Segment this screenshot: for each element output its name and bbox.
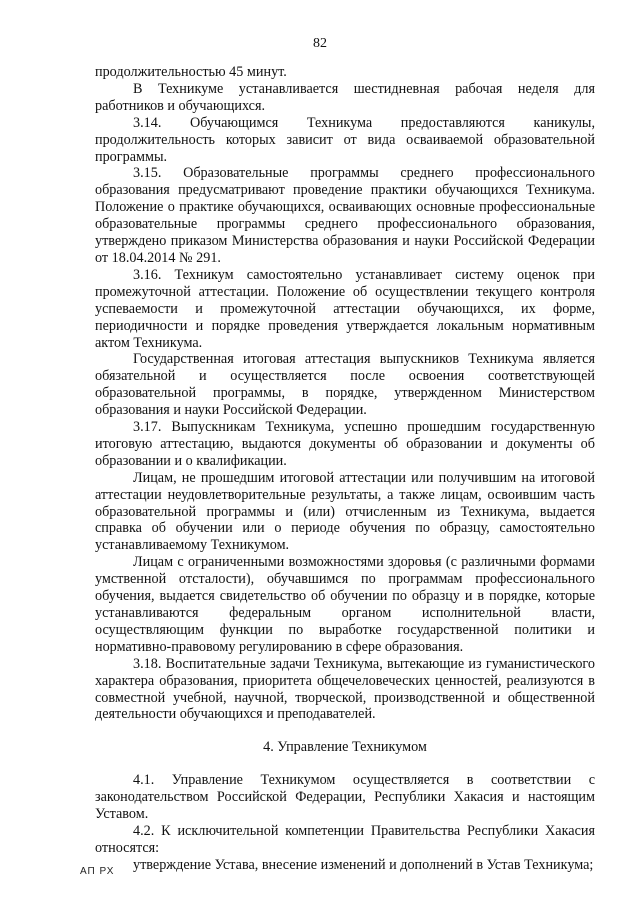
- footer-mark: АП РХ: [80, 866, 115, 877]
- paragraph: продолжительностью 45 минут.: [95, 64, 287, 80]
- page-number: 82: [313, 36, 327, 51]
- paragraph: 4.1. Управление Техникумом осуществляется в соответствии с законодательством Российской Федерации, Республики Хакасия и настоящим Уставом.: [95, 772, 595, 823]
- section-heading: 4. Управление Техникумом: [263, 739, 427, 756]
- paragraph: 4.2. К исключительной компетенции Правительства Республики Хакасия относятся:: [95, 822, 595, 856]
- paragraph: 3.17. Выпускникам Техникума, успешно прошедшим государственную итоговую аттестацию, выдаются документы об образовании и документы об образовании и о квалификации.: [95, 419, 595, 469]
- paragraph: Лицам, не прошедшим итоговой аттестации или получившим на итоговой аттестации неудовлетворительные результаты, а также лицам, освоившим часть образовательной программы и (или) отчисленным из Техникума, выдается справка об обучении или о периоде обучения по образцу, самостоятельно устанавливаемому Техникумом.: [95, 469, 595, 554]
- paragraph: Лицам с ограниченными возможностями здоровья (с различными формами умственной отсталости), обучавшимся по программам профессионального обучения, выдается свидетельство об обучении по образцу и в порядке, которые устанавливаются федеральным органом исполнительной власти, осуществляющим функции по выработке государственной политики и нормативно-правовому регулированию в сфере образования.: [95, 554, 595, 655]
- paragraph: В Техникуме устанавливается шестидневная рабочая неделя для работников и обучающихся.: [95, 80, 595, 114]
- paragraph: Государственная итоговая аттестация выпускников Техникума является обязательной и осуществляется после освоения соответствующей образовательной программы, в порядке, утвержденном Министерством образования и науки Российской Федерации.: [95, 351, 595, 419]
- paragraph: утверждение Устава, внесение изменений и дополнений в Устав Техникума;: [133, 856, 594, 873]
- paragraph: 3.16. Техникум самостоятельно устанавливает систему оценок при промежуточной аттестации. Положение об осуществлении текущего контроля успеваемости и промежуточной аттестации обучающихся, их форме, периодичности и порядке проведения утверждается локальным нормативным актом Техникума.: [95, 266, 595, 351]
- paragraph: 3.15. Образовательные программы среднего профессионального образования предусматривают проведение практики обучающихся Техникума. Положение о практике обучающихся, осваивающих основные профессиональные образовательные программы среднего профессионального образования, утверждено приказом Министерства образования и науки Российской Федерации от 18.04.2014 № 291.: [95, 165, 595, 266]
- document-body: [95, 64, 595, 874]
- paragraph: 3.18. Воспитательные задачи Техникума, вытекающие из гуманистического характера образования, приоритета общечеловеческих ценностей, реализуются в совместной учебной, научной, творческой, производственной и общественной деятельности обучающихся и преподавателей.: [95, 655, 595, 723]
- paragraph: 3.14. Обучающимся Техникума предоставляются каникулы, продолжительность которых зависит от вида осваиваемой образовательной программы.: [95, 114, 595, 165]
